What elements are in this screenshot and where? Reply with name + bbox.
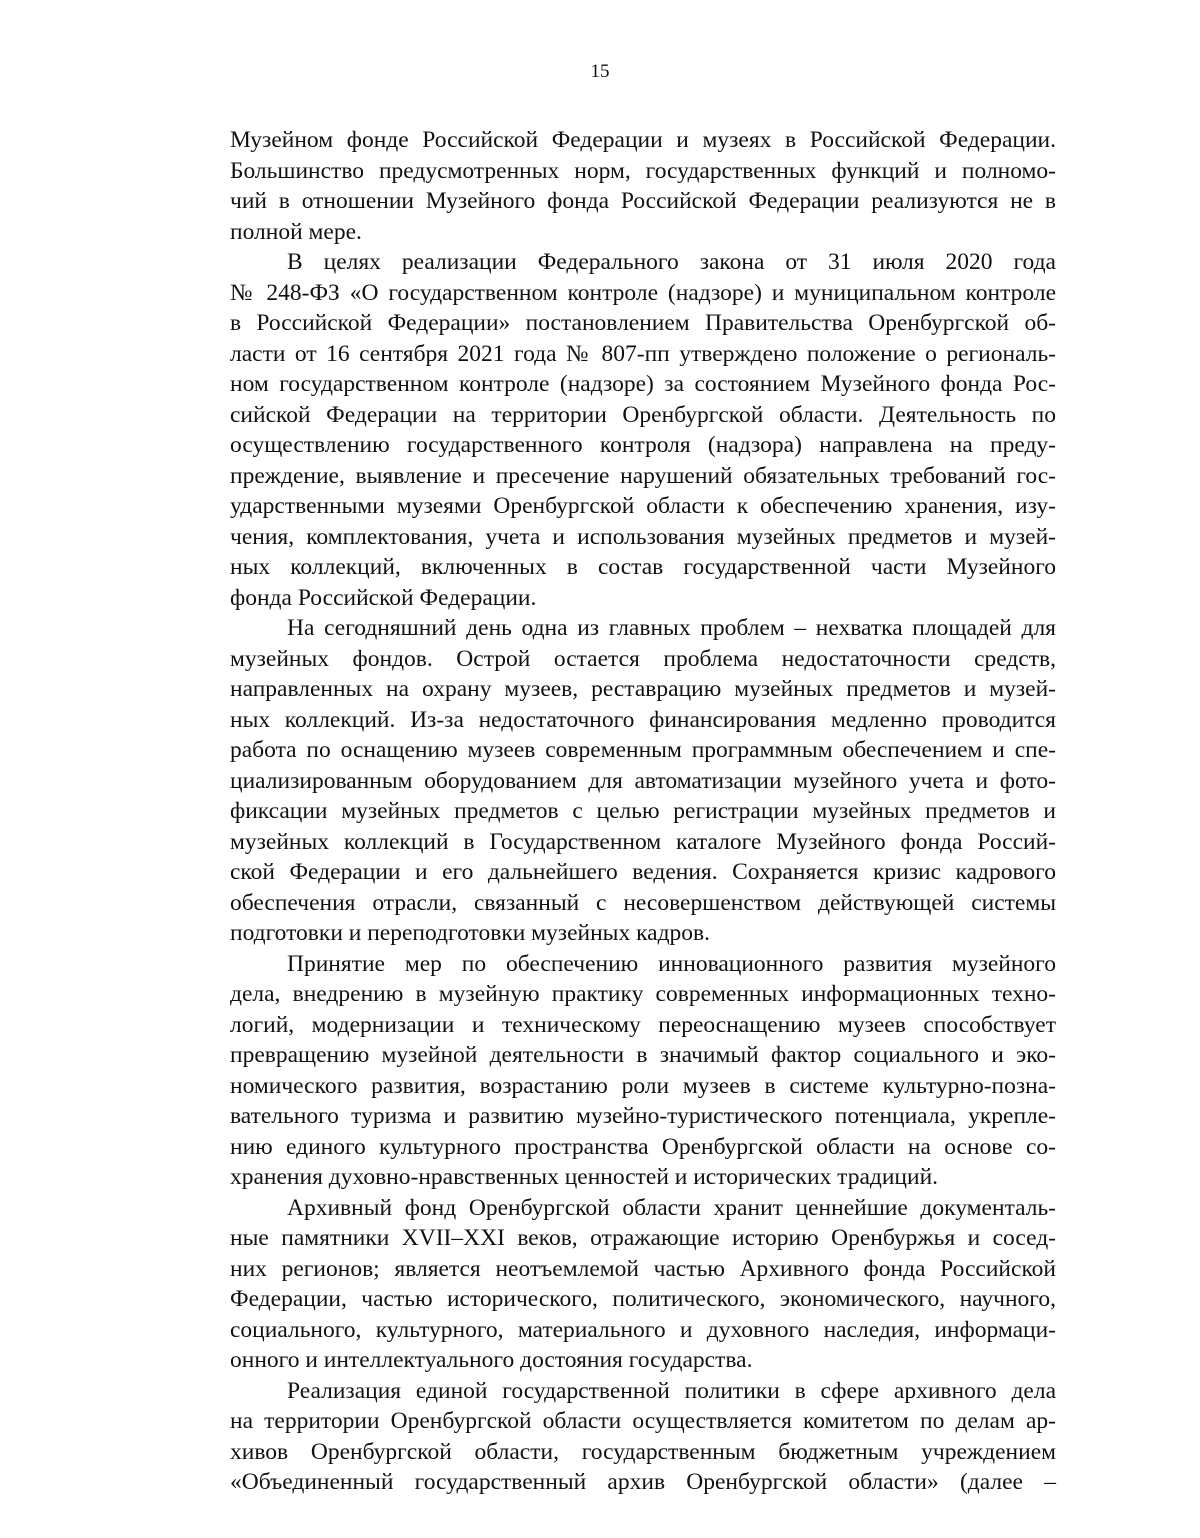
text-line: осуществлению государственного контроля (надзора) направлена на преду-	[230, 432, 1056, 458]
text-line: фиксации музейных предметов с целью регистрации музейных предметов и	[230, 798, 1056, 824]
text-line: обеспечения отрасли, связанный с несовершенством действующей системы	[230, 889, 1056, 916]
paragraph-first-line: Реализация единой государственной политики в сфере архивного дела	[287, 1377, 1056, 1404]
text-line: циализированным оборудованием для автоматизации музейного учета и фото-	[230, 767, 1056, 794]
text-line: Федерации, частью исторического, политического, экономического, научного,	[230, 1286, 1056, 1312]
text-line: хранения духовно-нравственных ценностей и исторических традиций.	[230, 1164, 939, 1190]
text-line: в Российской Федерации» постановлением Правительства Оренбургской об-	[230, 310, 1056, 336]
text-line: них регионов; является неотъемлемой частью Архивного фонда Российской	[230, 1255, 1056, 1282]
text-line: «Объединенный государственный архив Оренбургской области» (далее –	[230, 1469, 1056, 1495]
text-line: работа по оснащению музеев современным программным обеспечением и спе-	[230, 737, 1056, 763]
text-line: дела, внедрению в музейную практику современных информационных техно-	[230, 981, 1056, 1007]
paragraph-first-line: В целях реализации Федерального закона от 31 июля 2020 года	[287, 249, 1056, 275]
text-line: подготовки и переподготовки музейных кадров.	[230, 920, 711, 946]
text-line: Музейном фонде Российской Федерации и музеях в Российской Федерации.	[230, 127, 1056, 153]
text-line: на территории Оренбургской области осуществляется комитетом по делам ар-	[230, 1408, 1056, 1434]
text-line: музейных фондов. Острой остается проблема недостаточности средств,	[230, 645, 1056, 672]
text-line: чения, комплектования, учета и использования музейных предметов и музей-	[230, 523, 1056, 550]
text-line: сийской Федерации на территории Оренбургской области. Деятельность по	[230, 401, 1056, 428]
text-line: ных коллекций. Из-за недостаточного финансирования медленно проводится	[230, 706, 1056, 733]
text-line: преждение, выявление и пресечение нарушений обязательных требований гос-	[230, 462, 1056, 489]
text-line: ных коллекций, включенных в состав государственной части Музейного	[230, 554, 1056, 580]
text-line: направленных на охрану музеев, реставрацию музейных предметов и музей-	[230, 676, 1056, 702]
text-line: нию единого культурного пространства Оренбургской области на основе со-	[230, 1133, 1056, 1160]
text-line: Большинство предусмотренных норм, государственных функций и полномо-	[230, 157, 1056, 184]
text-line: номического развития, возрастанию роли музеев в системе культурно-позна-	[230, 1072, 1056, 1099]
text-line: онного и интеллектуального достояния государства.	[230, 1347, 753, 1373]
text-line: ные памятники XVII–XXI веков, отражающие историю Оренбуржья и сосед-	[230, 1225, 1056, 1251]
text-line: ласти от 16 сентября 2021 года № 807-пп утверждено положение о региональ-	[230, 340, 1056, 367]
text-line: музейных коллекций в Государственном каталоге Музейного фонда Россий-	[230, 828, 1056, 855]
page-number: 15	[590, 61, 610, 82]
body-text	[230, 125, 1056, 1498]
text-line: социального, культурного, материального и духовного наследия, информаци-	[230, 1316, 1056, 1343]
text-line: ской Федерации и его дальнейшего ведения. Сохраняется кризис кадрового	[230, 859, 1056, 885]
text-line: хивов Оренбургской области, государственным бюджетным учреждением	[230, 1438, 1056, 1465]
text-line: полной мере.	[230, 218, 362, 245]
paragraph-first-line: На сегодняшний день одна из главных проблем – нехватка площадей для	[287, 615, 1056, 641]
text-line: № 248-ФЗ «О государственном контроле (надзоре) и муниципальном контроле	[230, 279, 1056, 306]
text-line: ном государственном контроле (надзоре) за состоянием Музейного фонда Рос-	[230, 371, 1056, 397]
text-line: превращению музейной деятельности в значимый фактор социального и эко-	[230, 1042, 1056, 1068]
text-line: ударственными музеями Оренбургской области к обеспечению хранения, изу-	[230, 493, 1056, 519]
text-line: фонда Российской Федерации.	[230, 584, 537, 611]
paragraph-first-line: Архивный фонд Оренбургской области хранит ценнейшие документаль-	[287, 1194, 1056, 1221]
text-line: логий, модернизации и техническому переоснащению музеев способствует	[230, 1011, 1056, 1038]
paragraph-first-line: Принятие мер по обеспечению инновационного развития музейного	[287, 950, 1056, 977]
text-line: чий в отношении Музейного фонда Российской Федерации реализуются не в	[230, 188, 1056, 214]
text-line: вательного туризма и развитию музейно-туристического потенциала, укрепле-	[230, 1103, 1056, 1129]
